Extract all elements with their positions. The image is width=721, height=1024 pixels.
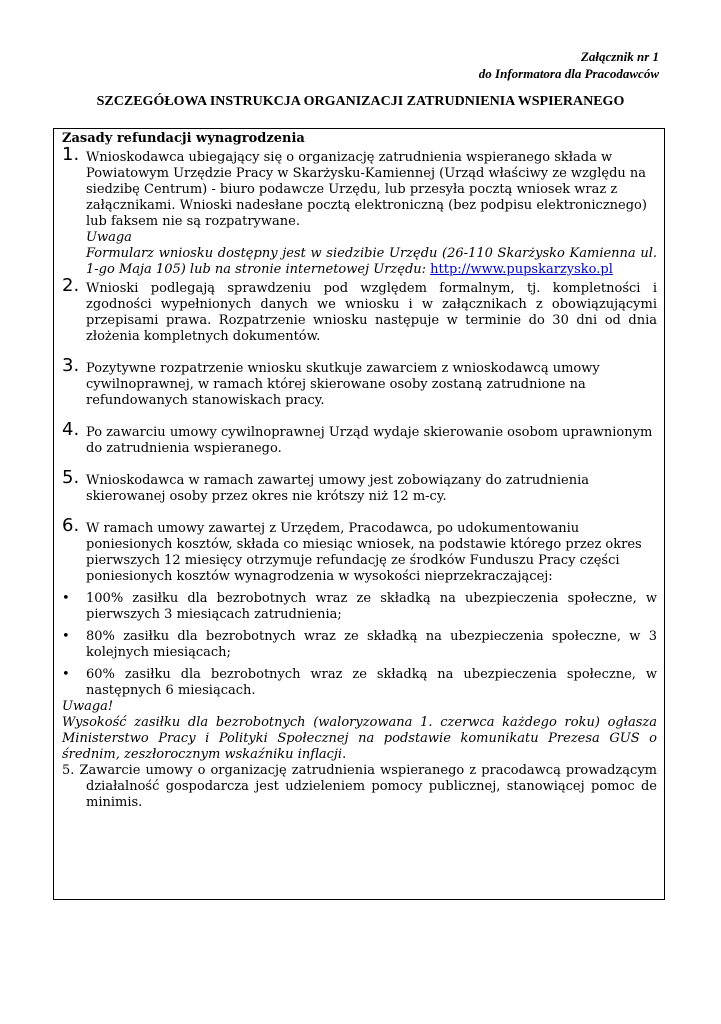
list-item bbox=[62, 515, 657, 585]
item-number: 4. bbox=[62, 419, 80, 440]
item-text: Wnioskodawca ubiegający się o organizację zatrudnienia wspieranego składa w Powiatowym Urzędzie Pracy w Skarżysku-Kamiennej (Urząd właściwy ze względu na siedzibę Centrum) - biuro podawcze Urzędu, lub przesyła pocztą wniosek wraz z załącznikami. Wnioski nadesłane pocztą elektroniczną (bez podpisu elektronicznego) lub faksem nie są rozpatrywane. bbox=[86, 150, 647, 229]
note-body: Formularz wniosku dostępny jest w siedzibie Urzędu (26-110 Skarżysko Kamienna ul. 1-go Maja 105) lub na stronie internetowej Urzędu: bbox=[86, 246, 657, 277]
item-text: Wnioskodawca w ramach zawartej umowy jest zobowiązany do zatrudnienia skierowanej osoby przez okres nie krótszy niż 12 m-cy. bbox=[86, 473, 590, 504]
bullet-icon: • bbox=[62, 629, 70, 644]
item-number: 2. bbox=[62, 275, 80, 296]
final-item bbox=[62, 763, 657, 811]
content-body bbox=[62, 131, 657, 811]
item-number: 3. bbox=[62, 355, 80, 376]
list-item bbox=[62, 355, 657, 409]
item-text: Wnioski podlegają sprawdzeniu pod względem formalnym, tj. kompletności i zgodności wypełnionych danych we wniosku i w załącznikach z obowiązującymi przepisami prawa. Rozpatrzenie wniosku następuje w terminie do 30 dni od dnia złożenia kompletnych dokumentów. bbox=[86, 281, 657, 344]
item-number: 1. bbox=[62, 144, 80, 165]
item-number: 5. bbox=[62, 467, 80, 488]
bullet-icon: • bbox=[62, 667, 70, 682]
bullet-item bbox=[62, 629, 657, 661]
bullet-text: 100% zasiłku dla bezrobotnych wraz ze składką na ubezpieczenia społeczne, w pierwszych 3 miesiącach zatrudnienia; bbox=[86, 591, 657, 622]
list-item bbox=[62, 275, 657, 345]
item-text: W ramach umowy zawartej z Urzędem, Pracodawca, po udokumentowaniu poniesionych kosztów, składa co miesiąc wniosek, na podstawie którego przez okres pierwszych 12 miesięcy otrzymuje refundację ze środków Funduszu Pracy części poniesionych kosztów wynagrodzenia w wysokości nieprzekraczającej: bbox=[86, 521, 642, 584]
bullet-text: 60% zasiłku dla bezrobotnych wraz ze składką na ubezpieczenia społeczne, w następnych 6 miesiącach. bbox=[86, 667, 657, 698]
bullet-item bbox=[62, 667, 657, 699]
website-link[interactable]: http://www.pupskarzysko.pl bbox=[430, 262, 613, 277]
item-text: Pozytywne rozpatrzenie wniosku skutkuje zawarciem z wnioskodawcą umowy cywilnoprawnej, w ramach której skierowane osoby zostaną zatrudnione na refundowanych stanowiskach pracy. bbox=[86, 361, 600, 408]
list-item bbox=[62, 419, 657, 457]
note-text bbox=[86, 246, 657, 278]
attachment-subtitle: do Informatora dla Pracodawców bbox=[478, 66, 659, 81]
section-title: Zasady refundacji wynagrodzenia bbox=[62, 131, 305, 146]
item-text: Po zawarciu umowy cywilnoprawnej Urząd wydaje skierowanie osobom uprawnionym do zatrudnienia wspieranego. bbox=[86, 425, 653, 456]
item-number: 6. bbox=[62, 515, 80, 536]
bullet-text: 80% zasiłku dla bezrobotnych wraz ze składką na ubezpieczenia społeczne, w 3 kolejnych miesiącach; bbox=[86, 629, 657, 660]
warning-text: Wysokość zasiłku dla bezrobotnych (waloryzowana 1. czerwca każdego roku) ogłasza Ministerstwo Pracy i Polityki Społecznej na podstawie komunikatu Prezesa GUS o średnim, zeszłorocznym wskaźniku inflacji. bbox=[62, 715, 657, 762]
final-item-number: 5. bbox=[62, 763, 75, 778]
attachment-number: Załącznik nr 1 bbox=[580, 49, 659, 64]
list-item bbox=[62, 144, 657, 278]
list-item bbox=[62, 467, 657, 505]
bullet-item bbox=[62, 591, 657, 623]
bullet-icon: • bbox=[62, 591, 70, 606]
attachment-header bbox=[479, 48, 659, 82]
note-label: Uwaga bbox=[86, 230, 132, 245]
page-title: SZCZEGÓŁOWA INSTRUKCJA ORGANIZACJI ZATRUDNIENIA WSPIERANEGO bbox=[96, 94, 625, 109]
warning-label: Uwaga! bbox=[62, 699, 114, 714]
final-item-text: Zawarcie umowy o organizację zatrudnienia wspieranego z pracodawcą prowadzącym działalność gospodarcza jest udzieleniem pomocy publicznej, stanowiącej pomoc de minimis. bbox=[79, 763, 657, 810]
